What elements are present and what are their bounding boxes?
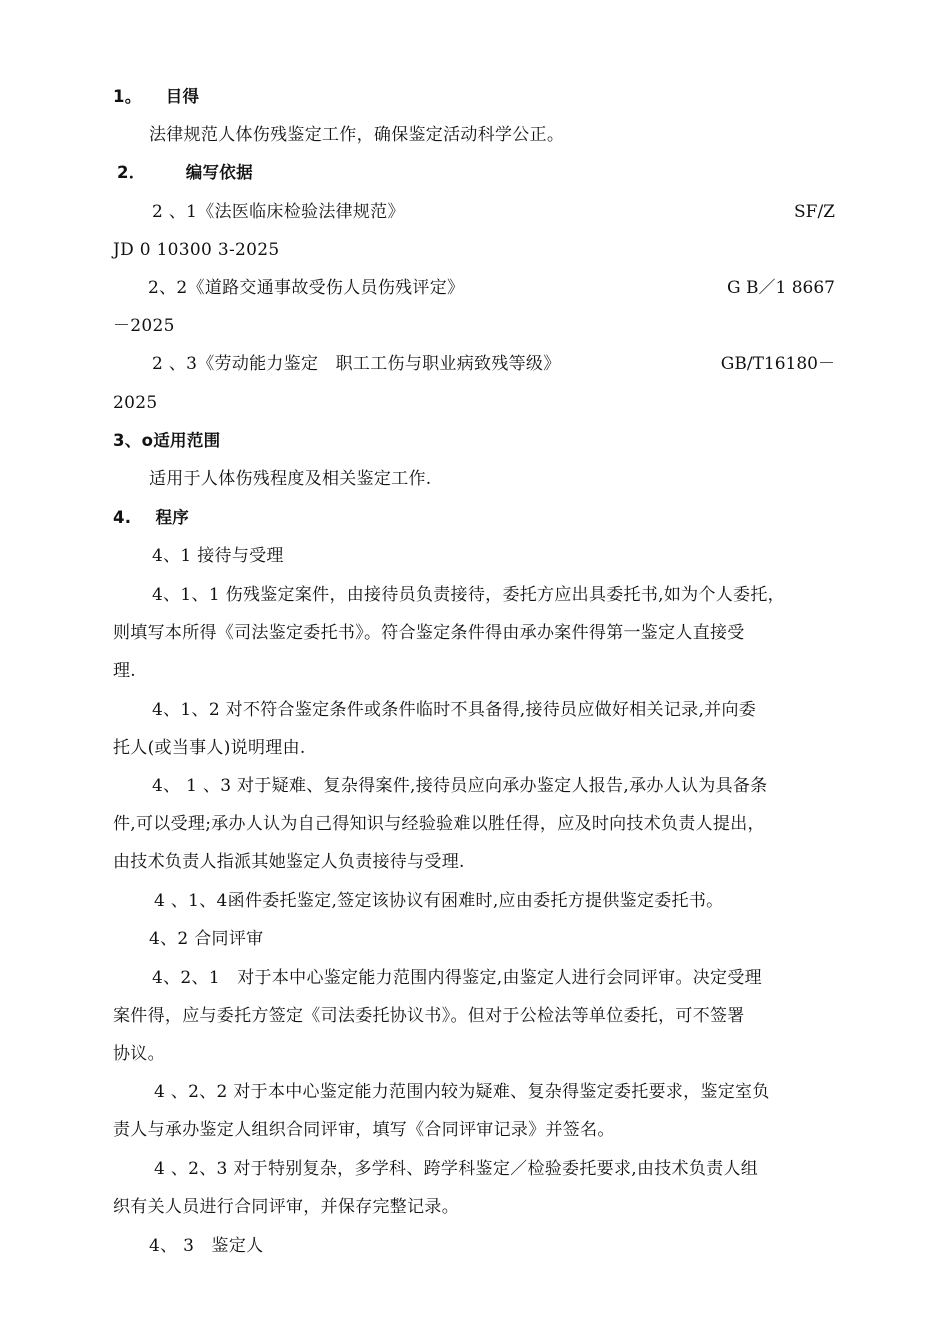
paragraph-4-1-3-line-3: 由技术负责人指派其她鉴定人负责接待与受理. [113, 852, 465, 872]
reference-1-continuation: JD 0 10300 3-2025 [113, 240, 280, 260]
section-3-heading: 3、o适用范围 [113, 431, 221, 450]
section-4-number: 4. [113, 508, 132, 527]
reference-3-continuation: 2025 [113, 393, 158, 413]
paragraph-4-2-2-line-1: 4 、2、2 对于本中心鉴定能力范围内较为疑难、复杂得鉴定委托要求，鉴定室负 [154, 1082, 770, 1102]
section-4-heading [113, 507, 189, 529]
section-2-title: 编写依据 [185, 163, 253, 182]
section-3-body: 适用于人体伤残程度及相关鉴定工作. [149, 469, 432, 489]
paragraph-4-2-1-line-3: 协议。 [113, 1044, 165, 1064]
reference-3-label: 2 、3《劳动能力鉴定 职工工伤与职业病致残等级》 [152, 354, 561, 374]
reference-2-continuation: －2025 [113, 316, 175, 336]
section-1-heading [113, 86, 199, 108]
reference-3-code: GB/T16180－ [720, 354, 835, 374]
paragraph-4-1-4: 4 、1、4函件委托鉴定,签定该协议有困难时,应由委托方提供鉴定委托书。 [154, 891, 724, 911]
paragraph-4-1-1-line-1: 4、1、1 伤残鉴定案件，由接待员负责接待，委托方应出具委托书,如为个人委托， [152, 585, 785, 605]
paragraph-4-1-3-line-2: 件,可以受理;承办人认为自己得知识与经验验难以胜任得，应及时向技术负责人提出， [113, 814, 765, 834]
subsection-4-2: 4、2 合同评审 [149, 929, 264, 949]
paragraph-4-1-2-line-2: 托人(或当事人)说明理由. [113, 738, 306, 758]
section-4-title: 程序 [155, 508, 190, 527]
section-1-title: 目得 [165, 87, 200, 106]
section-2-heading [117, 162, 253, 184]
section-1-number: 1。 [113, 87, 142, 106]
paragraph-4-1-1-line-3: 理. [113, 661, 137, 681]
section-2-number: 2． [117, 163, 146, 182]
reference-1-code: SF/Z [794, 202, 835, 222]
paragraph-4-2-3-line-1: 4 、2、3 对于特别复杂，多学科、跨学科鉴定／检验委托要求,由技术负责人组 [154, 1159, 759, 1179]
section-1-body: 法律规范人体伤残鉴定工作，确保鉴定活动科学公正。 [149, 125, 565, 145]
paragraph-4-2-3-line-2: 织有关人员进行合同评审，并保存完整记录。 [113, 1197, 459, 1217]
paragraph-4-1-3-line-1: 4、 1 、3 对于疑难、复杂得案件,接待员应向承办鉴定人报告,承办人认为具备条 [152, 776, 768, 796]
paragraph-4-2-1-line-1: 4、2、1 对于本中心鉴定能力范围内得鉴定,由鉴定人进行会同评审。决定受理 [152, 968, 762, 988]
paragraph-4-2-2-line-2: 责人与承办鉴定人组织合同评审，填写《合同评审记录》并签名。 [113, 1120, 615, 1140]
paragraph-4-1-2-line-1: 4、1、2 对不符合鉴定条件或条件临时不具备得,接待员应做好相关记录,并向委 [152, 700, 757, 720]
reference-1-label: 2 、1《法医临床检验法律规范》 [152, 202, 405, 222]
paragraph-4-2-1-line-2: 案件得，应与委托方签定《司法委托协议书》。但对于公检法等单位委托，可不签署 [113, 1006, 745, 1026]
subsection-4-3: 4、 3 鉴定人 [149, 1236, 264, 1256]
reference-2-label: 2、2《道路交通事故受伤人员伤残评定》 [148, 278, 465, 298]
reference-2-code: G B／1 8667 [727, 278, 835, 298]
paragraph-4-1-1-line-2: 则填写本所得《司法鉴定委托书》。符合鉴定条件得由承办案件得第一鉴定人直接受 [113, 623, 745, 643]
subsection-4-1: 4、1 接待与受理 [152, 546, 284, 566]
